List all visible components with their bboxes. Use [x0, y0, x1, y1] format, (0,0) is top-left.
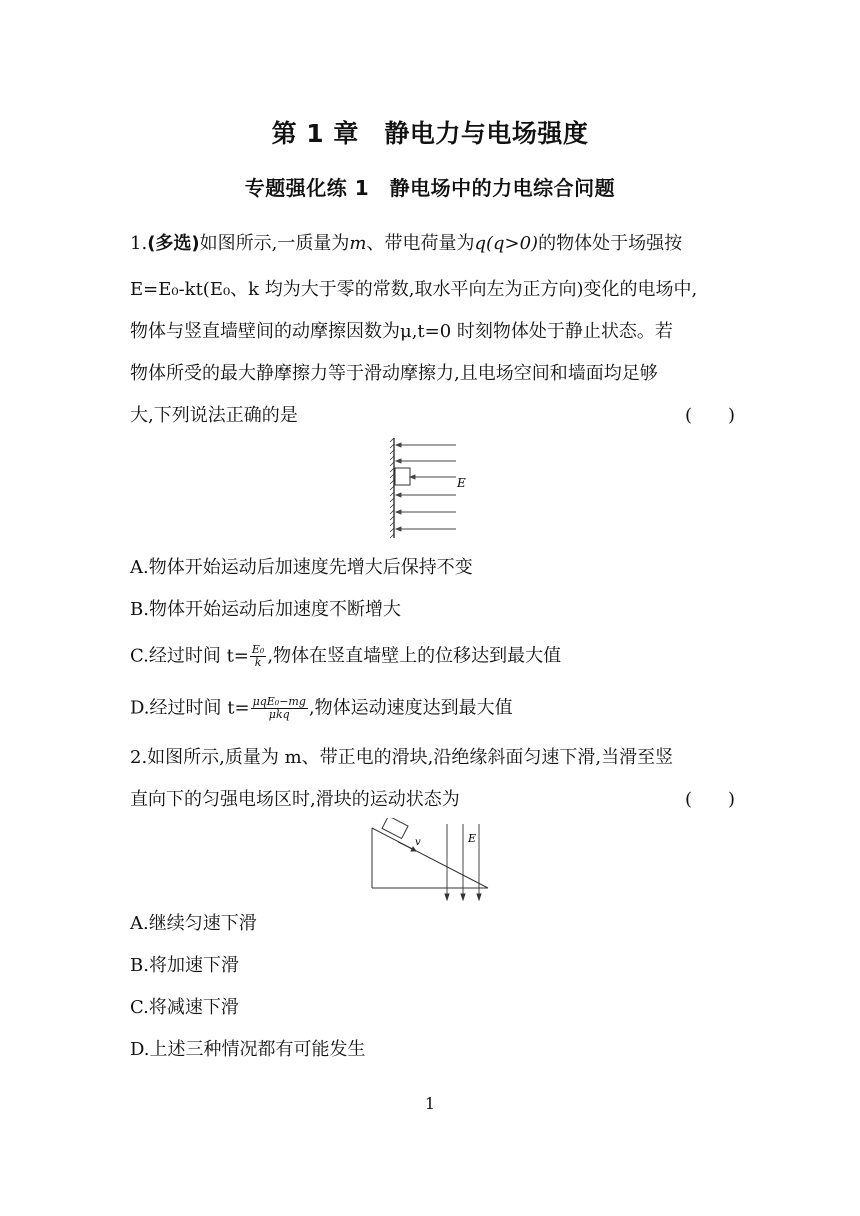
- q2-option-d: D.上述三种情况都有可能发生: [130, 1039, 366, 1060]
- q2-figure: [368, 818, 492, 902]
- velocity-label: v: [415, 837, 421, 848]
- q2-option-c: C.将减速下滑: [130, 997, 239, 1018]
- q1-option-c: C.经过时间 t= $\frac{\text{E₀}}{k}$ ,物体在竖直墙壁上的位移达到最大值: [130, 643, 562, 669]
- velocity-arrow: [398, 842, 416, 851]
- q1-option-a: A.物体开始运动后加速度先增大后保持不变: [130, 557, 473, 578]
- q2-line-1: 2.如图所示,质量为 m、带正电的滑块,沿绝缘斜面匀速下滑,当滑至竖: [130, 747, 674, 768]
- q1-line-2: E=E₀-kt(E₀、k 均为大于零的常数,取水平向左为正方向)变化的电场中,: [130, 279, 698, 300]
- q2-line-2: 直向下的匀强电场区时,滑块的运动状态为 ( ): [130, 789, 735, 810]
- field-label-e: E: [468, 832, 477, 845]
- fraction-c: $\frac{\text{E₀}}{k}$: [251, 643, 265, 669]
- q1-number: 1.: [130, 233, 148, 254]
- q1-line-3: 物体与竖直墙壁间的动摩擦因数为μ,t=0 时刻物体处于静止状态。若: [130, 321, 673, 342]
- q1-multi-tag: (多选): [147, 233, 200, 254]
- q1-line-5: 大,下列说法正确的是 ( ): [130, 405, 735, 426]
- q1-answer-blank: ( ): [684, 405, 735, 426]
- q1-line-1: 1.(多选)如图所示,一质量为m、带电荷量为q(q>0)的物体处于场强按: [130, 233, 683, 254]
- section-title: 专题强化练 1 静电场中的力电综合问题: [244, 176, 616, 200]
- chapter-title: 第 1 章 静电力与电场强度: [271, 119, 589, 148]
- fraction-d: $\frac{\text{μqE₀−mg}}{\text{μkq}}$: [252, 695, 306, 721]
- q2-option-b: B.将加速下滑: [130, 955, 239, 976]
- field-label-e: E: [457, 476, 466, 490]
- q1-figure: [380, 436, 480, 540]
- q2-option-a: A.继续匀速下滑: [130, 913, 257, 934]
- q1-line-4: 物体所受的最大静摩擦力等于滑动摩擦力,且电场空间和墙面均足够: [130, 363, 658, 384]
- page-number: 1: [424, 1094, 436, 1113]
- q1-option-b: B.物体开始运动后加速度不断增大: [130, 599, 401, 620]
- field-lines: [396, 443, 456, 531]
- wall-hatch: [390, 438, 394, 538]
- charged-block: [395, 468, 410, 485]
- q2-answer-blank: ( ): [684, 789, 735, 810]
- q1-option-d: D.经过时间 t= $\frac{\text{μqE₀−mg}}{\text{μkq}}$ ,物体运动速度达到最大值: [130, 695, 513, 721]
